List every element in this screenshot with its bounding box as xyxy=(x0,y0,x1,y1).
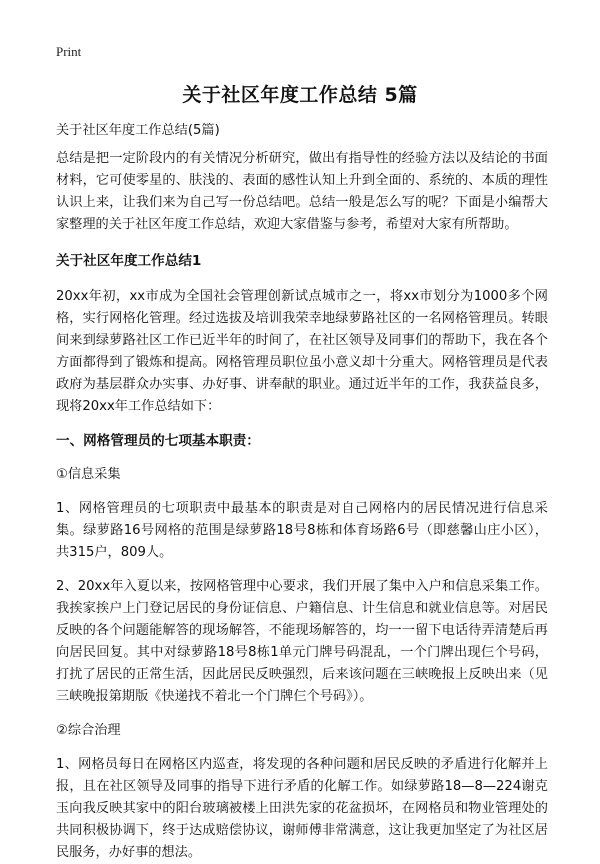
item-2-title: ②综合治理 xyxy=(56,723,121,738)
section-1-paragraph: 20xx年初，xx市成为全国社会管理创新试点城市之一，将xx市划分为1000多个网格，实行网格化管理。经过选拔及培训我荣幸地绿萝路社区的一名网格管理员。转眼间来到绿萝路社区工作已近半年的时间了，在社区领导及同事们的帮助下，我在各个方面都得到了锻炼和提高。网格管理员职位虽小意义却十分重大。网格管理员是代表政府为基层群众办实事、办好事、讲奉献的职业。通过近半年的工作，我获益良多，现将20xx年工作总结如下： xyxy=(56,289,548,414)
spacer xyxy=(56,564,548,576)
spacer xyxy=(56,452,548,464)
spacer xyxy=(56,418,548,430)
spacer xyxy=(56,708,548,720)
item-2-paragraph-1: 1、网格员每日在网格区内巡查，将发现的各种问题和居民反映的矛盾进行化解并上报，且在社区领导及同事的指导下进行矛盾的化解工作。如绿萝路18—8—224谢克玉向我反映其家中的阳台玻璃被楼上田洪先家的花盆损坏，在网格员和物业管理处的共同积极协调下，终于达成赔偿协议，谢师傅非常满意，这让我更加坚定了为社区居民服务，办好事的想法。 xyxy=(56,757,548,860)
document-title: 关于社区年度工作总结 5篇 xyxy=(182,84,418,106)
section-1-heading: 关于社区年度工作总结1 xyxy=(56,253,202,269)
spacer xyxy=(56,742,548,754)
item-1-title: ①信息采集 xyxy=(56,467,121,482)
intro-paragraph: 总结是把一定阶段内的有关情况分析研究，做出有指导性的经验方法以及结论的书面材料，它可使零星的、肤浅的、表面的感性认知上升到全面的、系统的、本质的理性认识上来，让我们来为自己写一份总结吧。总结一般是怎么写的呢？下面是小编帮大家整理的关于社区年度工作总结，欢迎大家借鉴与参考，希望对大家有所帮助。 xyxy=(56,151,548,232)
item-1-paragraph-2: 2、20xx年入夏以来，按网格管理中心要求，我们开展了集中入户和信息采集工作。我挨家挨户上门登记居民的身份证信息、户籍信息、计生信息和就业信息等。对居民反映的各个问题能解答的现场解答，不能现场解答的，均一一留下电话待弄清楚后再向居民回复。其中对绿萝路18号8栋1单元门牌号码混乱，一个门牌出现仨个号码，打扰了居民的正常生活，因此居民反映强烈，后来该问题在三峡晚报上反映出来（见三峡晚报第期版《快递找不着北一个门牌仨个号码》）。 xyxy=(56,579,548,704)
document-subtitle: 关于社区年度工作总结(5篇) xyxy=(56,123,220,138)
spacer xyxy=(56,236,548,250)
print-link[interactable]: Print xyxy=(56,44,82,59)
duties-heading: 一、网格管理员的七项基本职责： xyxy=(56,433,260,449)
spacer xyxy=(56,272,548,286)
document-body xyxy=(56,120,548,864)
item-1-paragraph-1: 1、网格管理员的七项职责中最基本的职责是对自己网格内的居民情况进行信息采集。绿萝路16号网格的范围是绿萝路18号8栋和体育场路6号（即慈馨山庄小区），共315户，809人。 xyxy=(56,501,548,560)
spacer xyxy=(56,486,548,498)
